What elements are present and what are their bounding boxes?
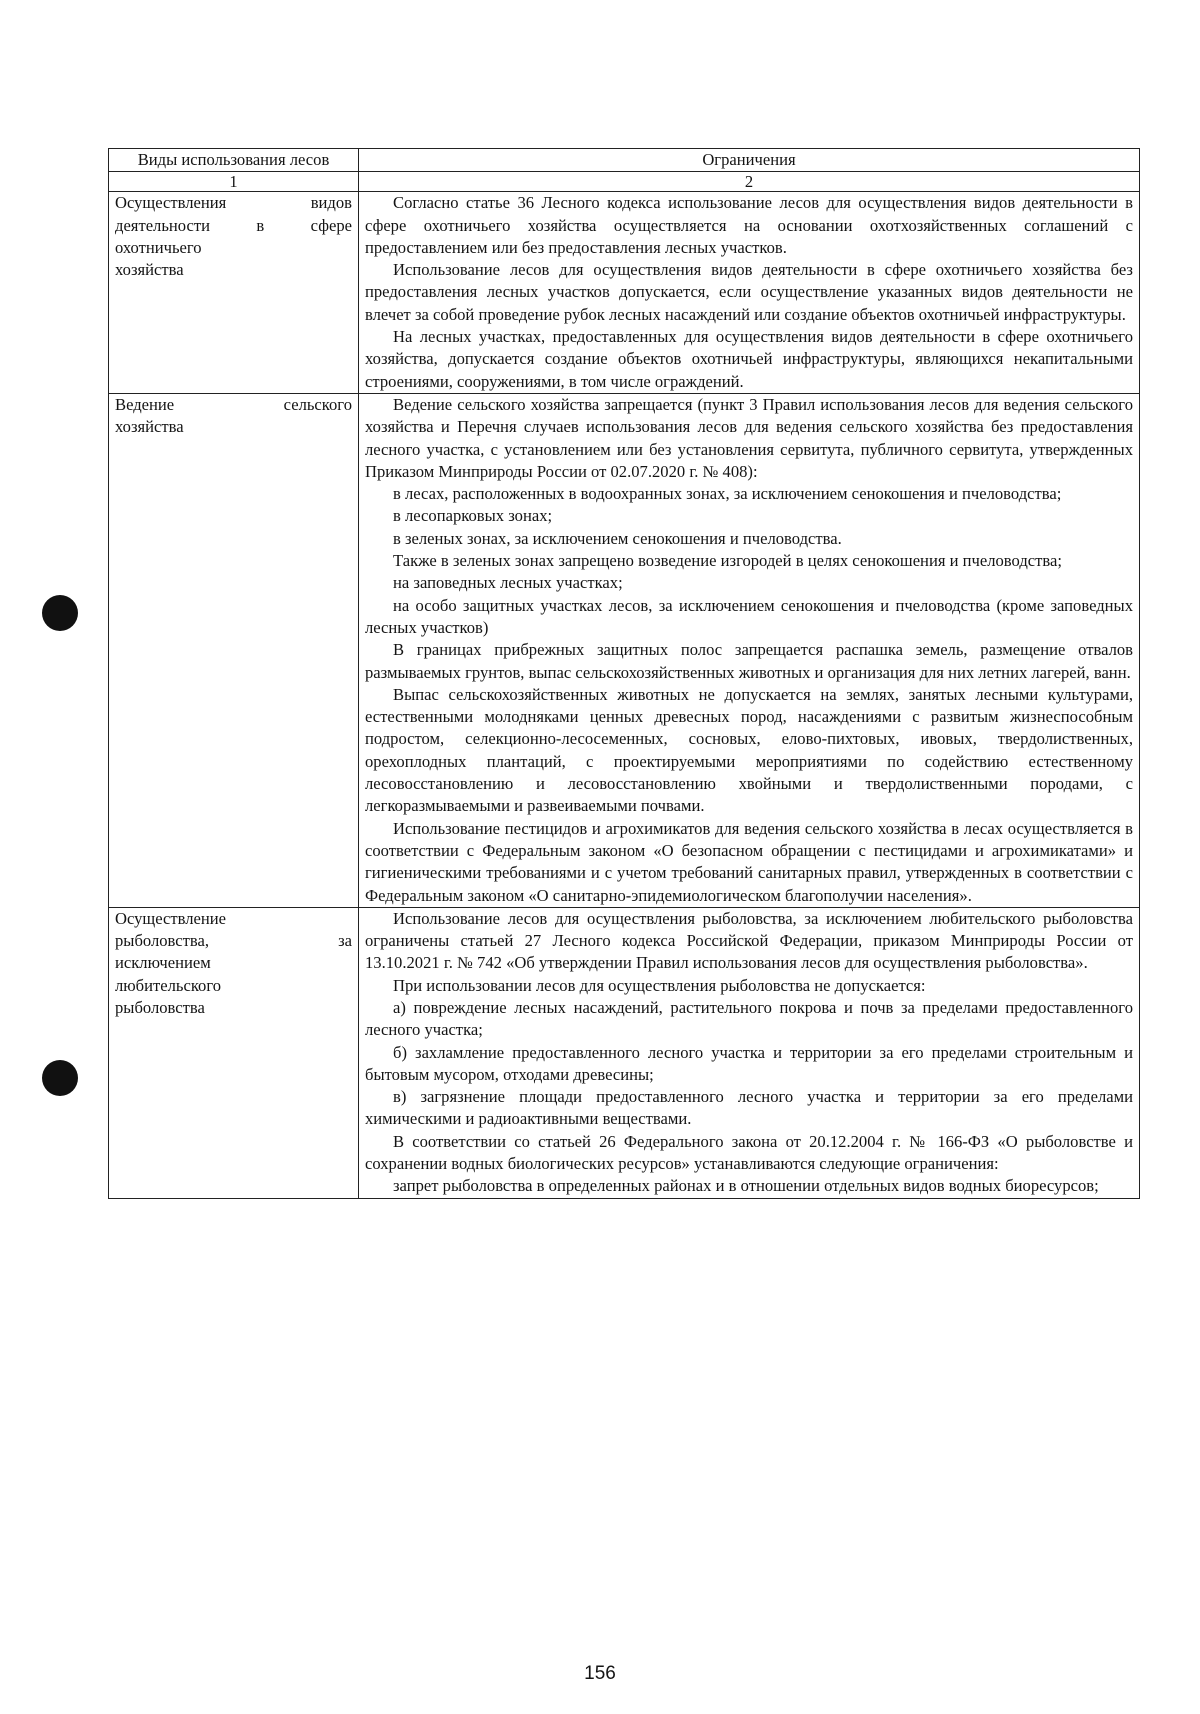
restriction-paragraph: б) захламление предоставленного лесного участка и территории за его пределами строительным и бытовым мусором, отходами древесины; <box>365 1042 1133 1084</box>
row-restrictions <box>359 192 1140 394</box>
type-line: деятельности в сфере <box>115 215 352 235</box>
restrictions-table <box>108 148 1140 1199</box>
column-number-2: 2 <box>359 172 1140 192</box>
type-line: хозяйства <box>115 260 184 280</box>
type-line: Осуществления видов <box>115 193 352 213</box>
table-row <box>109 907 1140 1198</box>
header-forest-use-types: Виды использования лесов <box>109 149 359 172</box>
restriction-paragraph: В границах прибрежных защитных полос запрещается распашка земель, размещение отвалов размываемых грунтов, выпас сельскохозяйственных животных и организация для них летних лагерей, ванн. <box>365 640 1133 682</box>
row-forest-use-type <box>109 907 359 1198</box>
type-line: хозяйства <box>115 417 184 437</box>
restriction-paragraph: в лесах, расположенных в водоохранных зонах, за исключением сенокошения и пчеловодства; <box>393 484 1062 504</box>
header-restrictions: Ограничения <box>359 149 1140 172</box>
restriction-paragraph: на заповедных лесных участках; <box>393 573 623 593</box>
restriction-paragraph: Согласно статье 36 Лесного кодекса использование лесов для осуществления видов деятельности в сфере охотничьего хозяйства осуществляется на основании охотхозяйственных соглашений с предоставлением или без предоставления лесных участков. <box>365 193 1133 257</box>
type-line: любительского <box>115 975 222 995</box>
restriction-paragraph: На лесных участках, предоставленных для осуществления видов деятельности в сфере охотничьего хозяйства, допускается создание объектов охотничьей инфраструктуры, являющихся некапитальными строениями, сооружениями, в том числе ограждений. <box>365 327 1133 391</box>
restriction-paragraph: При использовании лесов для осуществления рыболовства не допускается: <box>393 975 926 995</box>
type-line: рыболовства, за <box>115 931 352 951</box>
restriction-paragraph: Использование лесов для осуществления видов деятельности в сфере охотничьего хозяйства без предоставления лесных участков допускается, если осуществление указанных видов деятельности не влечет за собой проведение рубок лесных насаждений или создание объектов охотничьей инфраструктуры. <box>365 260 1133 324</box>
table-row <box>109 393 1140 907</box>
restriction-paragraph: а) повреждение лесных насаждений, растительного покрова и почв за пределами предоставленного лесного участка; <box>365 997 1133 1040</box>
restriction-paragraph: Выпас сельскохозяйственных животных не допускается на землях, занятых лесными культурами, естественными молодняками ценных древесных пород, насаждениями с развитым жизнеспособным подростом, селекционно-лесосеменных, сосновых, елово-пихтовых, ивовых, твердолиственных, орехоплодных плантаций, с проектируемыми мероприятиями по содействию естественному лесовосстановлению и лесовосстановлению хвойными и твердолиственными породами, с легкоразмываемыми и развеиваемыми почвами. <box>365 684 1133 816</box>
restriction-paragraph: В соответствии со статьей 26 Федерального закона от 20.12.2004 г. № 166-ФЗ «О рыболовстве и сохранении водных биологических ресурсов» устанавливаются следующие ограничения: <box>365 1131 1133 1174</box>
type-line: Осуществление <box>115 908 226 928</box>
type-line: рыболовства <box>115 997 205 1017</box>
restriction-paragraph: запрет рыболовства в определенных районах и в отношении отдельных видов водных биоресурсов; <box>393 1176 1099 1196</box>
type-line: исключением <box>115 953 211 973</box>
restriction-paragraph: Также в зеленых зонах запрещено возведение изгородей в целях сенокошения и пчеловодства; <box>393 551 1062 571</box>
restriction-paragraph: Ведение сельского хозяйства запрещается (пункт 3 Правил использования лесов для ведения сельского хозяйства и Перечня случаев использования лесов для ведения сельского хозяйства без предоставления лесного участка, с установлением или без установления сервитута, публичного сервитута, утвержденных Приказом Минприроды России от 02.07.2020 г. № 408): <box>365 394 1133 481</box>
row-restrictions <box>359 393 1140 907</box>
type-line: Ведение сельского <box>115 394 352 414</box>
restriction-paragraph: в зеленых зонах, за исключением сенокошения и пчеловодства. <box>393 528 842 548</box>
row-forest-use-type <box>109 393 359 907</box>
table-header-row <box>109 149 1140 172</box>
punch-hole-mark <box>42 1060 78 1096</box>
restriction-paragraph: Использование пестицидов и агрохимикатов для ведения сельского хозяйства в лесах осуществляется в соответствии с Федеральным законом «О безопасном обращении с пестицидами и агрохимикатами» и гигиеническими требованиями и с учетом требований санитарных правил, утвержденных в соответствии с Федеральным законом «О санитарно-эпидемиологическом благополучии населения». <box>365 818 1133 905</box>
restriction-paragraph: в лесопарковых зонах; <box>393 506 553 526</box>
restriction-paragraph: на особо защитных участках лесов, за исключением сенокошения и пчеловодства (кроме заповедных лесных участков) <box>365 595 1133 637</box>
column-number-1: 1 <box>109 172 359 192</box>
restriction-paragraph: в) загрязнение площади предоставленного лесного участка и территории за его пределами химическими и радиоактивными веществами. <box>365 1087 1133 1129</box>
page-number: 156 <box>584 1663 616 1684</box>
punch-hole-mark <box>42 595 78 631</box>
row-forest-use-type <box>109 192 359 394</box>
type-line: охотничьего <box>115 237 202 257</box>
restriction-paragraph: Использование лесов для осуществления рыболовства, за исключением любительского рыболовства ограничены статьей 27 Лесного кодекса Российской Федерации, приказом Минприроды России от 13.10.2021 г. № 742 «Об утверждении Правил использования лесов для осуществления рыболовства». <box>365 908 1133 973</box>
row-restrictions <box>359 907 1140 1198</box>
table-row <box>109 192 1140 394</box>
column-number-row <box>109 172 1140 192</box>
